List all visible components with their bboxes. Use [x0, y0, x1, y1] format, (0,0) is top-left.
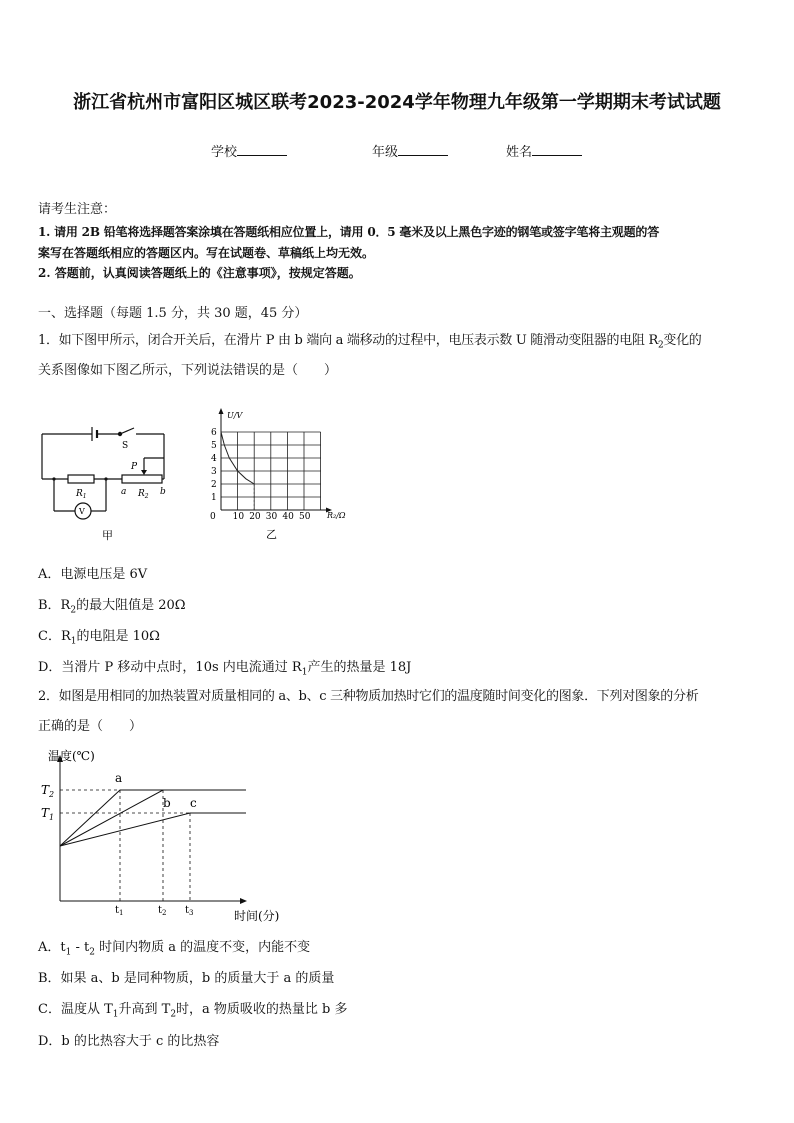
q1-line-1-b: 变化的: [663, 333, 702, 348]
chart2-xtick-t1: $t_1$: [115, 905, 124, 917]
q1-line-1: [38, 332, 701, 355]
name-field: [506, 141, 582, 160]
q2-option-a-pre: A．t: [38, 940, 66, 955]
q1-option-d: [38, 656, 411, 678]
q1-option-b: [38, 594, 186, 616]
q2-line-1: 2．如图是用相同的加热装置对质量相同的 a、b、c 三种物质加热时它们的温度随时间变化的图象．下列对图象的分析: [38, 689, 699, 704]
temperature-time-chart: [36, 742, 306, 927]
voltage-resistance-chart: [200, 404, 360, 544]
chart1-xtick-0: 0: [210, 512, 216, 522]
grade-field: [372, 141, 448, 160]
q2-option-c-sub1: 1: [112, 1009, 119, 1020]
junction-left: [52, 477, 55, 480]
q2-line-2: 正确的是（ ）: [38, 719, 143, 734]
switch-blade: [120, 428, 134, 434]
q2-option-a-post: 时间内物质 a 的温度不变，内能不变: [94, 940, 311, 955]
chart2-ylabel: 温度(℃): [48, 749, 95, 763]
chart2-axes: [57, 755, 247, 904]
chart1-ytick-4: 4: [211, 454, 217, 464]
name-blank: [532, 143, 582, 156]
q2-option-a-mid: - t: [71, 940, 90, 955]
q2-option-c-post: 时，a 物质吸收的热量比 b 多: [176, 1002, 348, 1017]
chart2-series: [60, 790, 246, 846]
q1-option-c-pre: C．R: [38, 629, 71, 644]
school-label: 学校: [211, 145, 238, 160]
notice-heading: 请考生注意：: [38, 202, 117, 217]
q2-option-a-sub1: 1: [65, 947, 72, 958]
chart1-ytick-6: 6: [211, 428, 217, 438]
chart1-grid: [221, 432, 321, 510]
chart1-xtick-30: 30: [265, 512, 278, 522]
chart1-xtick-40: 40: [282, 512, 294, 522]
chart1-ytick-1: 1: [211, 493, 217, 503]
chart1-xtick-10: 10: [232, 512, 245, 522]
chart2-xlabel: 时间(分): [234, 909, 280, 923]
q1-option-a: A．电源电压是 6V: [38, 567, 148, 582]
chart2-xtick-t2: $t_2$: [158, 905, 167, 917]
chart2-series-a: [60, 790, 246, 846]
q1-option-d-post: 产生的热量是 18J: [307, 660, 412, 675]
chart1-ylabel: U/V: [227, 411, 243, 420]
r1-label: $R_1$: [76, 489, 87, 500]
notice-line-3: 2. 答题前，认真阅读答题纸上的《注意事项》，按规定答题。: [38, 266, 361, 280]
chart2-series-label-b: b: [163, 796, 171, 810]
name-label: 姓名: [506, 145, 533, 160]
q2-option-c-sub2: 2: [170, 1009, 177, 1020]
school-blank: [237, 143, 287, 156]
chart2-series-c: [60, 813, 246, 846]
q1-line-1-sub: 2: [657, 340, 664, 351]
q1-line-1-a: 1．如下图甲所示，闭合开关后，在滑片 P 由 b 端向 a 端移动的过程中，电压表示数 U 随滑动变阻器的电阻 R: [38, 333, 658, 348]
slider-arrow: [141, 470, 147, 475]
a-end-label: a: [121, 487, 127, 497]
q1-option-d-sub: 1: [301, 667, 308, 678]
grade-label: 年级: [372, 145, 399, 160]
chart2-xtick-t3: $t_3$: [185, 905, 194, 917]
page-title: 浙江省杭州市富阳区城区联考2023-2024学年物理九年级第一学期期末考试试题: [73, 92, 721, 113]
notice-line-1: 1. 请用 2B 铅笔将选择题答案涂填在答题纸相应位置上，请用 0．5 毫米及以上黑色字迹的钢笔或签字笔将主观题的答: [38, 225, 660, 239]
junction-right: [104, 477, 107, 480]
q2-option-d: D．b 的比热容大于 c 的比热容: [38, 1034, 220, 1049]
chart1-xlabel: R₂/Ω: [327, 511, 346, 520]
r2-label: $R_2$: [138, 489, 149, 500]
circuit-diagram: [36, 420, 186, 545]
resistor-r1: [68, 475, 94, 483]
chart2-x-arrow: [240, 898, 247, 904]
switch-label: S: [122, 441, 129, 451]
q2-option-a-sub2: 2: [89, 947, 95, 958]
q2-option-a: [38, 936, 310, 958]
q1-option-c: [38, 625, 160, 647]
chart1-ticks: [210, 428, 311, 522]
grade-blank: [398, 143, 448, 156]
q1-option-d-pre: D．当滑片 P 移动中点时，10s 内电流通过 R: [38, 660, 302, 675]
q1-option-c-sub: 1: [70, 636, 77, 647]
q2-option-b: B．如果 a、b 是同种物质，b 的质量大于 a 的质量: [38, 971, 335, 986]
q2-option-c-pre: C．温度从 T: [38, 1002, 113, 1017]
slider-label: P: [131, 462, 138, 472]
chart1-y-arrow: [219, 408, 224, 414]
q2-option-c: [38, 998, 348, 1020]
chart2-ytick-T2: $T_2$: [41, 783, 55, 799]
chart2-series-label-a: a: [115, 771, 123, 785]
section-heading: 一、选择题（每题 1.5 分，共 30 题，45 分）: [38, 306, 308, 321]
q1-option-b-pre: B．R: [38, 598, 71, 613]
circuit-caption: 甲: [102, 529, 113, 542]
q1-option-b-post: 的最大阻值是 20Ω: [76, 598, 186, 613]
chart1-xtick-20: 20: [249, 512, 261, 522]
chart1-ytick-2: 2: [211, 480, 217, 490]
chart1-xtick-50: 50: [299, 512, 311, 522]
chart2-ytick-T1: $T_1$: [41, 806, 55, 822]
q1-line-2: 关系图像如下图乙所示，下列说法错误的是（ ）: [38, 363, 338, 378]
chart1-ytick-3: 3: [211, 467, 217, 477]
q1-option-c-post: 的电阻是 10Ω: [76, 629, 160, 644]
chart2-series-b: [60, 790, 246, 846]
b-end-label: b: [160, 487, 166, 497]
school-field: [211, 141, 287, 160]
q2-option-c-mid: 升高到 T: [118, 1002, 171, 1017]
chart1-caption: 乙: [266, 528, 277, 541]
chart1-ytick-5: 5: [211, 441, 217, 451]
rheostat-r2: [122, 475, 162, 483]
q1-option-b-sub: 2: [70, 605, 77, 616]
notice-line-2: 案写在答题纸相应的答题区内。写在试题卷、草稿纸上均无效。: [38, 246, 375, 260]
chart2-series-label-c: c: [190, 796, 197, 810]
voltmeter-label: V: [79, 507, 85, 516]
